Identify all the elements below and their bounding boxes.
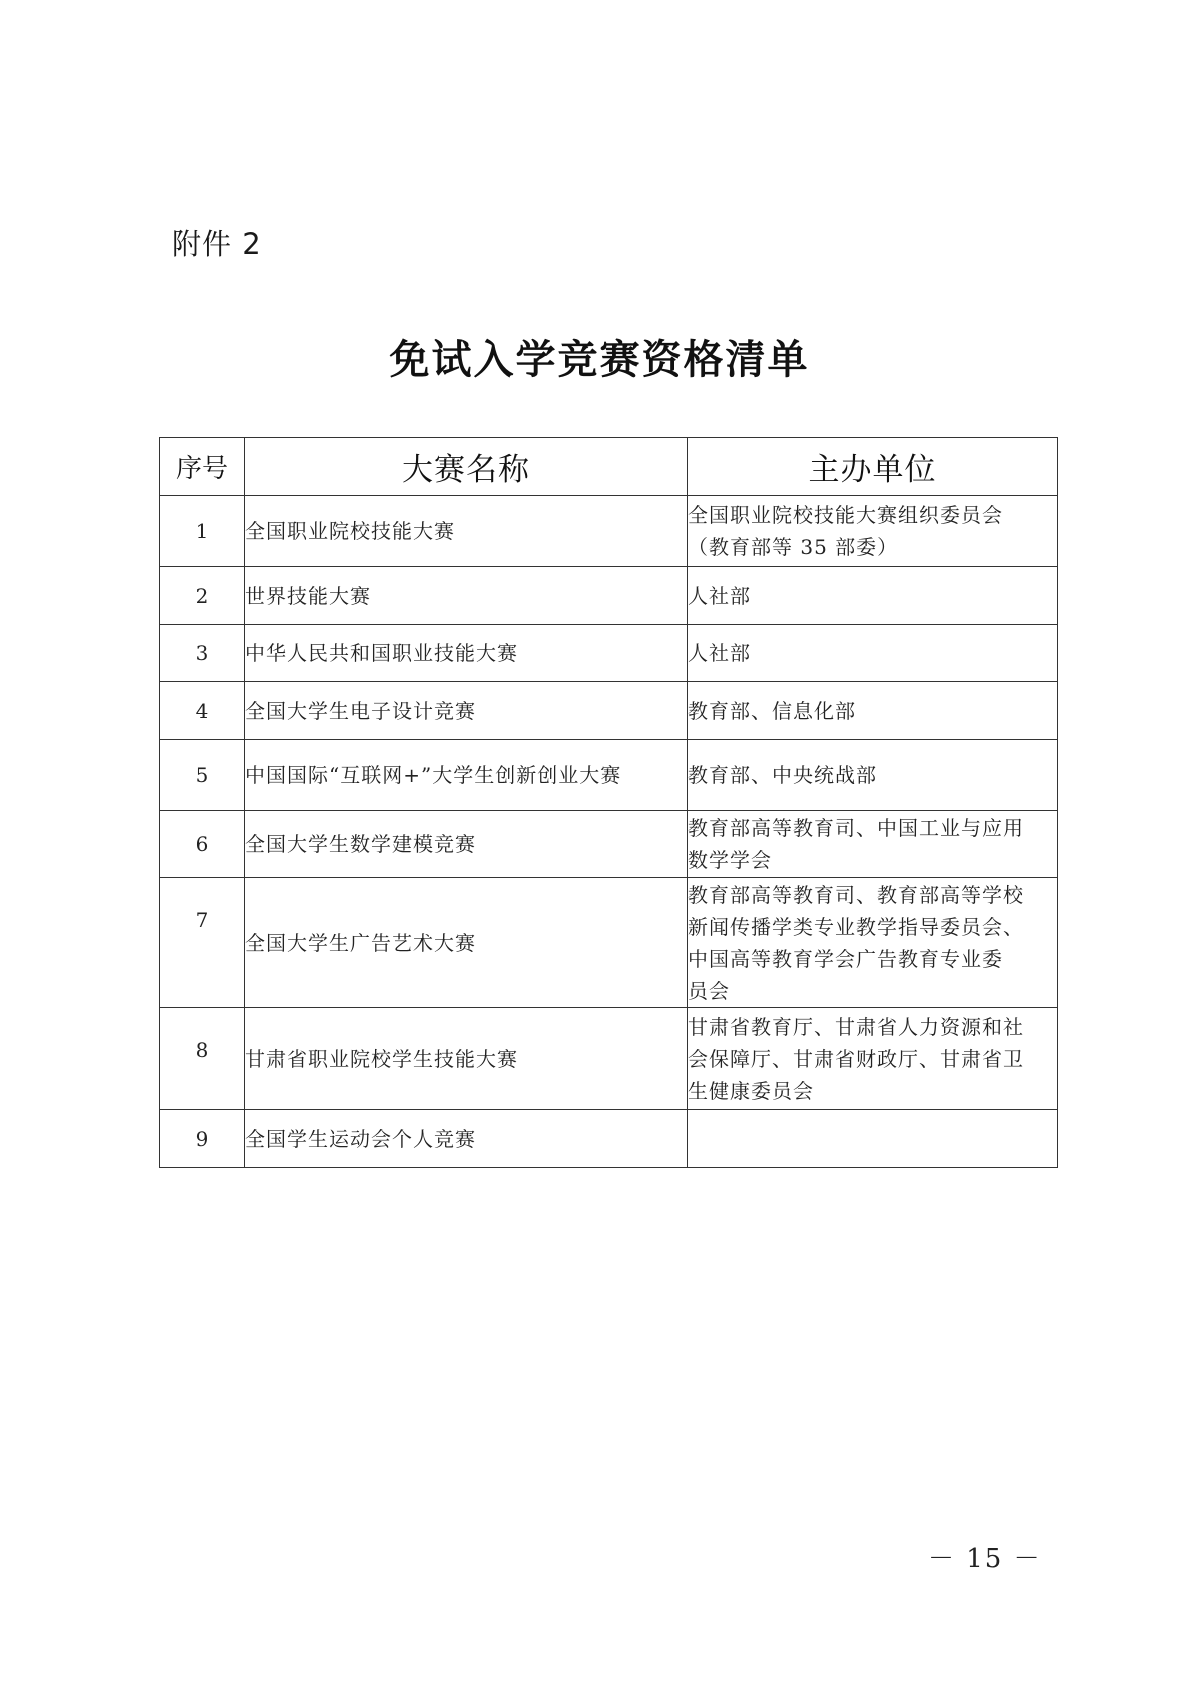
organizer-line: 中国高等教育学会广告教育专业委 (688, 946, 1003, 971)
row-competition-name: 甘肃省职业院校学生技能大赛 (245, 1008, 688, 1110)
organizer-line: （教育部等 35 部委） (688, 535, 899, 559)
table-row (160, 625, 1058, 682)
table-row (160, 740, 1058, 811)
organizer-line: 人社部 (688, 583, 751, 608)
row-serial-number: 9 (160, 1110, 245, 1168)
organizer-line: 教育部高等教育司、中国工业与应用 (688, 816, 1024, 840)
row-serial-number: 3 (160, 625, 245, 682)
row-organizer (688, 1008, 1058, 1110)
table-row (160, 496, 1058, 567)
row-organizer (688, 811, 1058, 878)
row-serial-number: 2 (160, 567, 245, 625)
organizer-line: 会保障厅、甘肃省财政厅、甘肃省卫 (688, 1046, 1024, 1071)
organizer-line: 数学学会 (688, 848, 772, 872)
row-serial-number: 7 (160, 878, 245, 1008)
row-competition-name: 中华人民共和国职业技能大赛 (245, 625, 688, 682)
row-organizer (688, 567, 1058, 625)
table-header-row (160, 438, 1058, 496)
document-title: 免试入学竞赛资格清单 (389, 336, 810, 383)
row-organizer (688, 878, 1058, 1008)
row-competition-name: 全国大学生电子设计竞赛 (245, 682, 688, 740)
competition-table (159, 437, 1058, 1168)
row-organizer (688, 496, 1058, 567)
row-serial-number: 1 (160, 496, 245, 567)
row-organizer (688, 1110, 1058, 1168)
table-row (160, 811, 1058, 878)
organizer-line: 员会 (688, 978, 730, 1003)
row-competition-name: 世界技能大赛 (245, 567, 688, 625)
row-competition-name: 全国学生运动会个人竞赛 (245, 1110, 688, 1168)
row-organizer (688, 740, 1058, 811)
organizer-line: 教育部、信息化部 (688, 698, 856, 723)
row-serial-number: 6 (160, 811, 245, 878)
organizer-line: 全国职业院校技能大赛组织委员会 (688, 503, 1003, 527)
table-row (160, 567, 1058, 625)
organizer-line: 教育部、中央统战部 (688, 763, 877, 787)
row-serial-number: 5 (160, 740, 245, 811)
row-serial-number: 8 (160, 1008, 245, 1110)
page-number: － 15 － (928, 1544, 1042, 1574)
table-row (160, 1008, 1058, 1110)
organizer-line: 甘肃省教育厅、甘肃省人力资源和社 (688, 1014, 1024, 1039)
organizer-line: 教育部高等教育司、教育部高等学校 (688, 882, 1024, 907)
header-serial-number: 序号 (160, 438, 245, 496)
header-organizer: 主办单位 (688, 438, 1058, 496)
row-competition-name: 全国大学生广告艺术大赛 (245, 878, 688, 1008)
row-serial-number: 4 (160, 682, 245, 740)
organizer-line: 新闻传播学类专业教学指导委员会、 (688, 914, 1024, 939)
row-organizer (688, 625, 1058, 682)
attachment-label: 附件 2 (172, 227, 262, 261)
table-row (160, 878, 1058, 1008)
table-row (160, 682, 1058, 740)
row-competition-name: 中国国际“互联网+”大学生创新创业大赛 (245, 740, 688, 811)
header-competition-name: 大赛名称 (245, 438, 688, 496)
organizer-line: 生健康委员会 (688, 1078, 814, 1103)
row-competition-name: 全国职业院校技能大赛 (245, 496, 688, 567)
row-organizer (688, 682, 1058, 740)
row-competition-name: 全国大学生数学建模竞赛 (245, 811, 688, 878)
table-row (160, 1110, 1058, 1168)
organizer-line: 人社部 (688, 641, 751, 665)
